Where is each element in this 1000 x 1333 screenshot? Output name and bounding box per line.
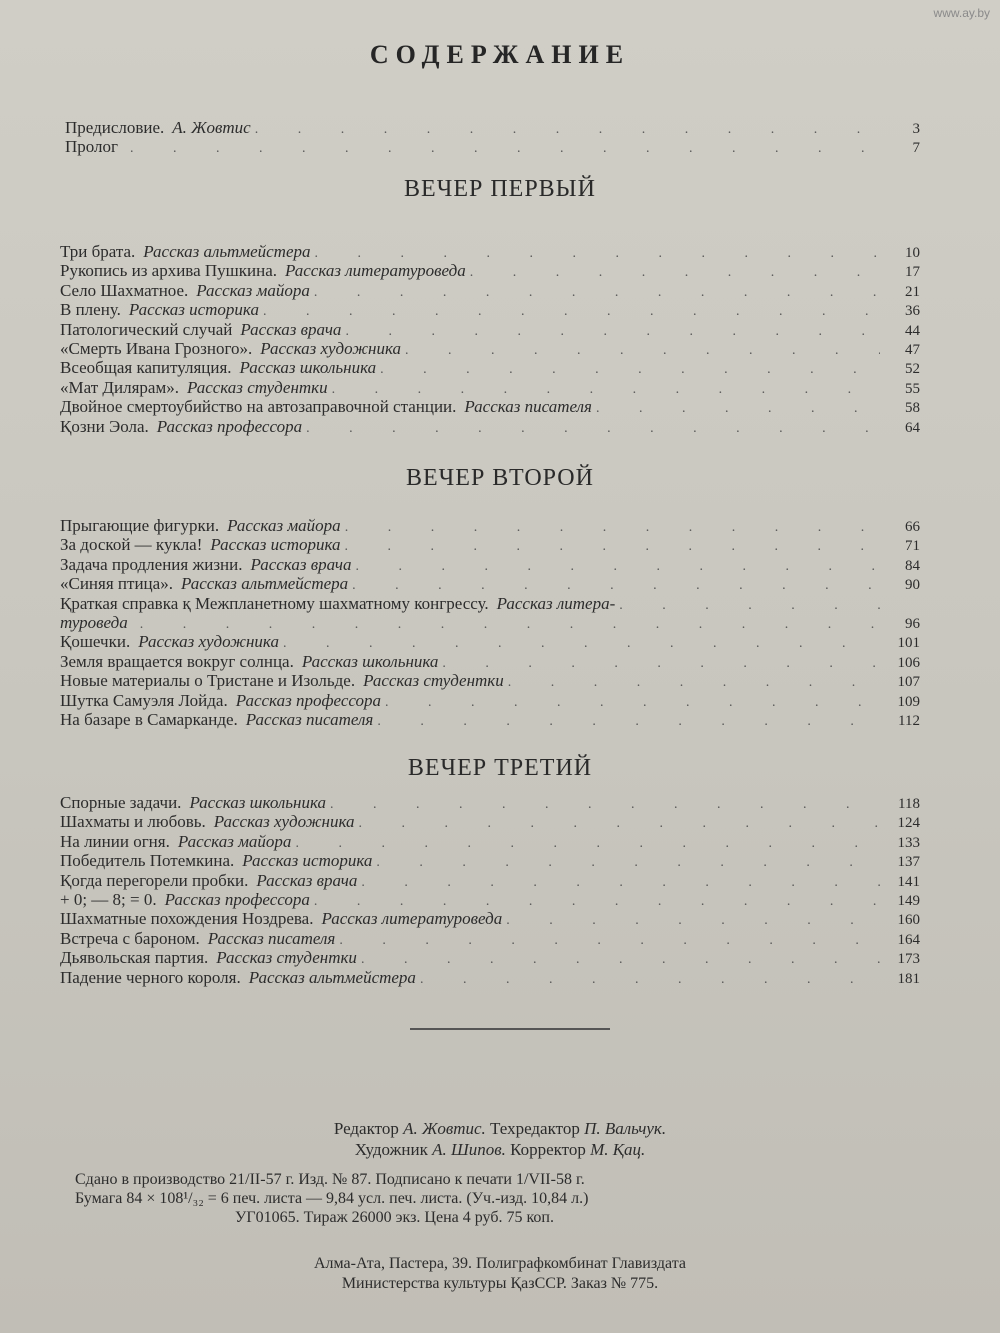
entry-author: Рассказ литературоведа [321, 909, 503, 929]
entry-author: Рассказ врача [250, 554, 352, 574]
corrector-name: М. Қац. [590, 1140, 646, 1159]
entry-author: Рассказ майора [196, 280, 310, 300]
toc-entry [60, 929, 920, 948]
entry-title: За доской — кукла! [60, 535, 203, 555]
watermark: www.ay.by [933, 6, 990, 20]
entry-author: Рассказ писателя [207, 928, 336, 948]
toc-entry [60, 652, 920, 671]
toc-entry [60, 300, 920, 319]
toc-entry [60, 594, 920, 613]
toc-entry [60, 242, 920, 261]
toc-entry [60, 397, 920, 416]
dot-leader [345, 537, 881, 554]
entry-author: Рассказ историка [128, 300, 259, 320]
imprint-line: Бумага 84 × 108¹/₃₂ = 6 печ. листа — 9,84 усл. печ. листа. (Уч.-изд. 10,84 л.) [75, 1190, 589, 1207]
credits [0, 1118, 1000, 1160]
entry-page: 58 [905, 400, 920, 417]
imprint [75, 1170, 935, 1227]
credits-line-1 [0, 1118, 1000, 1139]
dot-leader [442, 654, 880, 671]
toc-entry [60, 671, 920, 690]
entry-page: 71 [905, 538, 920, 555]
entry-title: «Смерть Ивана Грозного». [60, 338, 253, 358]
entry-title: Дьявольская партия. [60, 948, 209, 968]
dot-leader [385, 693, 880, 710]
entry-title: Встреча с бароном. [60, 928, 200, 948]
entry-page: 7 [912, 140, 920, 157]
entry-title: «Мат Дилярам». [60, 377, 179, 397]
entry-author: Рассказ врача [256, 870, 358, 890]
entry-author: Рассказ майора [227, 516, 341, 535]
entry-title: Қошечки. [60, 632, 131, 652]
entry-page: 101 [897, 635, 920, 652]
entry-title: туроведа [60, 612, 128, 632]
press-line: Министерства культуры ҚазССР. Заказ № 775. [341, 1275, 659, 1292]
entry-author: Рассказ литера- [496, 593, 616, 613]
entry-title: Қраткая справка қ Межпланетному шахматному конгрессу. [60, 593, 489, 613]
entry-author: Рассказ студентки [363, 671, 504, 691]
entry-page: 181 [897, 970, 920, 987]
imprint-line: Сдано в производство 21/II-57 г. Изд. № 87. Подписано к печати 1/VII-58 г. [75, 1171, 585, 1188]
tech-editor-label: Техредактор [490, 1119, 580, 1138]
dot-leader [508, 673, 880, 690]
toc-entry [60, 710, 920, 729]
entry-page: 137 [897, 854, 920, 871]
toc-entry [60, 793, 920, 812]
entry-author: Рассказ художника [213, 812, 355, 832]
entry-page: 149 [897, 892, 920, 909]
toc-entry [65, 137, 920, 156]
entry-page: 36 [905, 303, 920, 320]
entry-title: Прыгающие фигурки. [60, 516, 220, 535]
dot-leader [361, 873, 880, 890]
toc-entry [60, 632, 920, 651]
editor-label: Редактор [333, 1119, 399, 1138]
entry-page: 44 [905, 322, 920, 339]
entry-title: В плену. [60, 300, 121, 320]
entry-title: Спорные задачи. [60, 793, 182, 812]
entry-author: Рассказ школьника [301, 651, 439, 671]
toc-entry [60, 691, 920, 710]
entry-title: Село Шахматное. [60, 280, 189, 300]
dot-leader [306, 419, 880, 436]
entry-author: Рассказ альтмейстера [143, 242, 311, 261]
dot-leader [130, 139, 880, 156]
entry-author: Рассказ литературоведа [285, 261, 466, 281]
entry-author: Рассказ профессора [156, 416, 303, 436]
entry-author: Рассказ студентки [216, 948, 357, 968]
dot-leader [339, 931, 880, 948]
entry-title: На базаре в Самарканде. [60, 709, 238, 729]
entry-page: 52 [905, 361, 920, 378]
dot-leader [255, 120, 880, 137]
dot-leader [263, 302, 880, 319]
entry-page: 96 [905, 615, 920, 632]
dot-leader [619, 596, 880, 613]
dot-leader [405, 341, 880, 358]
entry-author: Рассказ историка [242, 851, 373, 871]
entry-page: 141 [897, 873, 920, 890]
section-heading-first: ВЕЧЕР ПЕРВЫЙ [404, 176, 596, 202]
toc-entry [60, 358, 920, 377]
toc-entry [60, 948, 920, 967]
entry-author: Рассказ альтмейстера [180, 574, 349, 594]
dot-leader [596, 399, 880, 416]
toc-entry [60, 339, 920, 358]
entry-author: Рассказ писателя [245, 709, 374, 729]
entry-page: 84 [905, 557, 920, 574]
toc-entry [60, 516, 920, 535]
entry-page: 64 [905, 419, 920, 436]
entry-title: Шахматные похождения Ноздрева. [60, 909, 314, 929]
entry-page: 164 [897, 931, 920, 948]
dot-leader [330, 795, 880, 812]
entry-page: 21 [905, 283, 920, 300]
entry-page: 47 [905, 341, 920, 358]
artist-name: А. Шипов. [432, 1140, 506, 1159]
entry-title: Қогда перегорели пробки. [60, 870, 249, 890]
entry-title: Қозни Эола. [60, 416, 149, 436]
entry-author: Рассказ майора [177, 831, 292, 851]
entry-page: 55 [905, 380, 920, 397]
entry-author: Рассказ художника [260, 338, 401, 358]
toc-entry [60, 417, 920, 436]
toc-entry [60, 871, 920, 890]
toc-entry [60, 968, 920, 987]
imprint-line: УГ01065. Тираж 26000 экз. Цена 4 руб. 75 коп. [235, 1209, 554, 1226]
entry-author: Рассказ историка [210, 535, 341, 555]
entry-title: + 0; — 8; = 0. [60, 889, 157, 909]
entry-title: Всеобщая капитуляция. [60, 358, 232, 378]
toc-entry [60, 832, 920, 851]
entry-page: 112 [898, 712, 920, 729]
entry-page: 66 [905, 519, 920, 535]
entry-page: 106 [897, 654, 920, 671]
entry-title: Предисловие. [65, 118, 165, 137]
entry-author: Рассказ профессора [235, 690, 382, 710]
entry-title: Шутка Самуэля Лойда. [60, 690, 228, 710]
entry-title: Новые материалы о Тристане и Изольде. [60, 671, 356, 691]
dot-leader [314, 283, 880, 300]
section-evening-three [60, 793, 920, 987]
dot-leader [506, 911, 880, 928]
entry-author: А. Жовтис [172, 118, 251, 137]
dot-leader [361, 950, 880, 967]
section-evening-two [60, 516, 920, 729]
entry-title: На линии огня. [60, 831, 170, 851]
dot-leader [140, 615, 880, 632]
entry-title: Земля вращается вокруг солнца. [60, 651, 294, 671]
toc-entry [60, 281, 920, 300]
toc-entry [60, 909, 920, 928]
entry-page: 160 [897, 912, 920, 929]
dot-leader [314, 892, 880, 909]
dot-leader [376, 853, 880, 870]
entry-page: 17 [905, 264, 920, 281]
toc-entry [60, 574, 920, 593]
entry-title: Пролог [65, 137, 119, 157]
dot-leader [332, 380, 880, 397]
entry-author: Рассказ студентки [186, 377, 328, 397]
credits-line-2 [0, 1139, 1000, 1160]
entry-title: Двойное смертоубийство на автозаправочной станции. [60, 397, 457, 417]
entry-author: Рассказ школьника [239, 358, 377, 378]
toc-entry [60, 890, 920, 909]
entry-author: Рассказ врача [240, 319, 342, 339]
dot-leader [377, 712, 880, 729]
dot-leader [420, 970, 880, 987]
entry-title: Падение черного короля. [60, 967, 241, 987]
artist-label: Художник [354, 1140, 428, 1159]
separator-line [410, 1028, 610, 1030]
entry-page: 173 [897, 951, 920, 968]
entry-author: Рассказ школьника [189, 793, 327, 812]
entry-page: 109 [897, 693, 920, 710]
entry-title: Победитель Потемкина. [60, 851, 235, 871]
press-line: Алма-Ата, Пастера, 39. Полиграфкомбинат Главиздата [313, 1255, 687, 1272]
entry-author: Рассказ альтмейстера [248, 967, 416, 987]
corrector-label: Корректор [510, 1140, 586, 1159]
printing-house [0, 1254, 1000, 1294]
entry-page: 124 [897, 815, 920, 832]
dot-leader [295, 834, 880, 851]
entry-author: Рассказ писателя [464, 397, 592, 417]
dot-leader [314, 244, 880, 261]
dot-leader [356, 557, 881, 574]
dot-leader [345, 518, 880, 535]
dot-leader [352, 576, 880, 593]
toc-entry [60, 378, 920, 397]
section-heading-third: ВЕЧЕР ТРЕТИЙ [407, 755, 593, 781]
editor-name: А. Жовтис. [403, 1119, 486, 1138]
dot-leader [345, 322, 880, 339]
entry-page: 118 [898, 796, 920, 812]
toc-entry [60, 261, 920, 280]
page-title: СОДЕРЖАНИЕ [369, 40, 631, 69]
entry-page: 107 [897, 674, 920, 691]
entry-title: Шахматы и любовь. [60, 812, 206, 832]
toc-entry [65, 118, 920, 137]
dot-leader [380, 360, 880, 377]
entry-page: 10 [905, 245, 920, 261]
tech-editor-name: П. Вальчук. [584, 1119, 667, 1138]
entry-title: Патологический случай [60, 319, 233, 339]
entry-page: 90 [905, 577, 920, 594]
entry-title: «Синяя птица». [60, 574, 173, 594]
toc-entry [60, 851, 920, 870]
section-heading-second: ВЕЧЕР ВТОРОЙ [406, 465, 594, 491]
toc-entry [60, 812, 920, 831]
entry-author: Рассказ художника [138, 632, 279, 652]
dot-leader [359, 814, 881, 831]
toc-entry [60, 535, 920, 554]
toc-entry [60, 555, 920, 574]
dot-leader [283, 634, 880, 651]
toc-entry [60, 320, 920, 339]
section-evening-one [60, 242, 920, 436]
intro-list [65, 118, 920, 157]
entry-author: Рассказ профессора [164, 889, 310, 909]
entry-title: Задача продления жизни. [60, 554, 243, 574]
dot-leader [470, 263, 880, 280]
entry-page: 3 [912, 121, 920, 137]
toc-entry [60, 613, 920, 632]
entry-title: Три брата. [60, 242, 136, 261]
entry-page: 133 [897, 834, 920, 851]
entry-title: Рукопись из архива Пушкина. [60, 261, 278, 281]
